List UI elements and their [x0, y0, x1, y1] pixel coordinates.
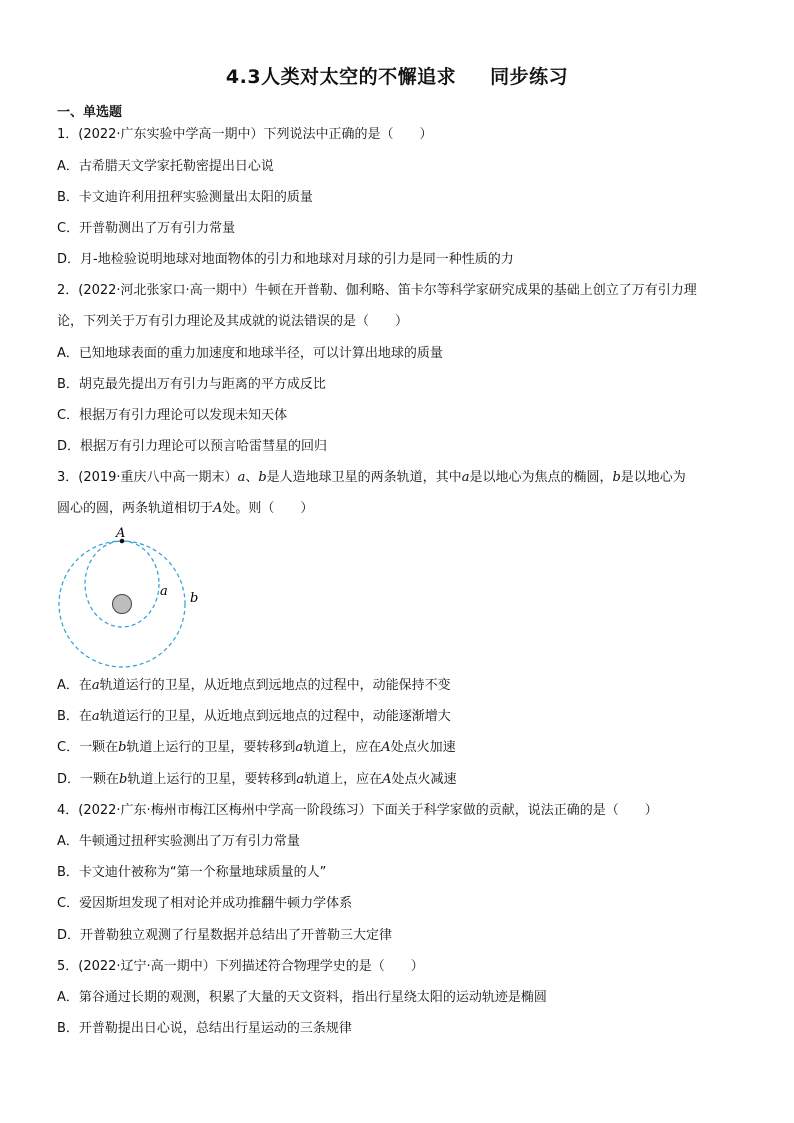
orbit-a-ellipse — [85, 541, 159, 627]
q1-option-a: A．古希腊天文学家托勒密提出日心说 — [57, 159, 274, 174]
section-heading: 一、单选题 — [57, 105, 123, 120]
q3-stem-line1: 3．(2019·重庆八中高一期末）a、b是人造地球卫星的两条轨道，其中a是以地心为焦点的椭圆，b是以地心为 — [57, 470, 686, 485]
q2-option-a: A．已知地球表面的重力加速度和地球半径，可以计算出地球的质量 — [57, 346, 443, 361]
q3-option-a: A．在a轨道运行的卫星，从近地点到远地点的过程中，动能保持不变 — [57, 678, 451, 693]
q2-stem-line2: 论，下列关于万有引力理论及其成就的说法错误的是（ ） — [57, 314, 409, 329]
q3-option-d: D．一颗在b轨道上运行的卫星，要转移到a轨道上，应在A处点火减速 — [57, 772, 457, 787]
q4-option-a: A．牛顿通过扭秤实验测出了万有引力常量 — [57, 834, 300, 849]
q1-option-d: D．月-地检验说明地球对地面物体的引力和地球对月球的引力是同一种性质的力 — [57, 252, 514, 267]
orbit-diagram — [55, 525, 205, 670]
q5-option-a: A．第谷通过长期的观测，积累了大量的天文资料，指出行星绕太阳的运动轨迹是椭圆 — [57, 990, 547, 1005]
title-main: 4.3人类对太空的不懈追求 — [225, 66, 457, 88]
label-A: A — [116, 526, 126, 541]
q1-option-c: C．开普勒测出了万有引力常量 — [57, 221, 236, 236]
q1-stem: 1．(2022·广东实验中学高一期中）下列说法中正确的是（ ） — [57, 127, 433, 142]
label-a: a — [160, 584, 168, 599]
q2-stem-line1: 2．(2022·河北张家口·高一期中）牛顿在开普勒、伽利略、笛卡尔等科学家研究成果的基础上创立了万有引力理 — [57, 283, 697, 298]
q4-option-d: D．开普勒独立观测了行星数据并总结出了开普勒三大定律 — [57, 928, 393, 943]
q4-stem: 4．(2022·广东·梅州市梅江区梅州中学高一阶段练习）下面关于科学家做的贡献，说法正确的是（ ） — [57, 803, 658, 818]
q4-option-c: C．爱因斯坦发现了相对论并成功推翻牛顿力学体系 — [57, 896, 353, 911]
q5-option-b: B．开普勒提出日心说，总结出行星运动的三条规律 — [57, 1021, 352, 1036]
earth-icon — [113, 595, 132, 614]
q2-option-c: C．根据万有引力理论可以发现未知天体 — [57, 408, 288, 423]
q5-stem: 5．(2022·辽宁·高一期中）下列描述符合物理学史的是（ ） — [57, 959, 424, 974]
q2-option-d: D．根据万有引力理论可以预言哈雷彗星的回归 — [57, 439, 328, 454]
label-b: b — [190, 591, 199, 606]
q3-option-c: C．一颗在b轨道上运行的卫星，要转移到a轨道上，应在A处点火加速 — [57, 740, 456, 755]
q1-option-b: B．卡文迪许利用扭秤实验测量出太阳的质量 — [57, 190, 313, 205]
q3-stem-line2: 圆心的圆，两条轨道相切于A处。则（ ） — [57, 501, 314, 516]
q2-option-b: B．胡克最先提出万有引力与距离的平方成反比 — [57, 377, 326, 392]
q4-option-b: B．卡文迪什被称为“第一个称量地球质量的人” — [57, 865, 327, 880]
document-title — [0, 62, 794, 89]
title-sub: 同步练习 — [490, 66, 569, 88]
q3-option-b: B．在a轨道运行的卫星，从近地点到远地点的过程中，动能逐渐增大 — [57, 709, 451, 724]
